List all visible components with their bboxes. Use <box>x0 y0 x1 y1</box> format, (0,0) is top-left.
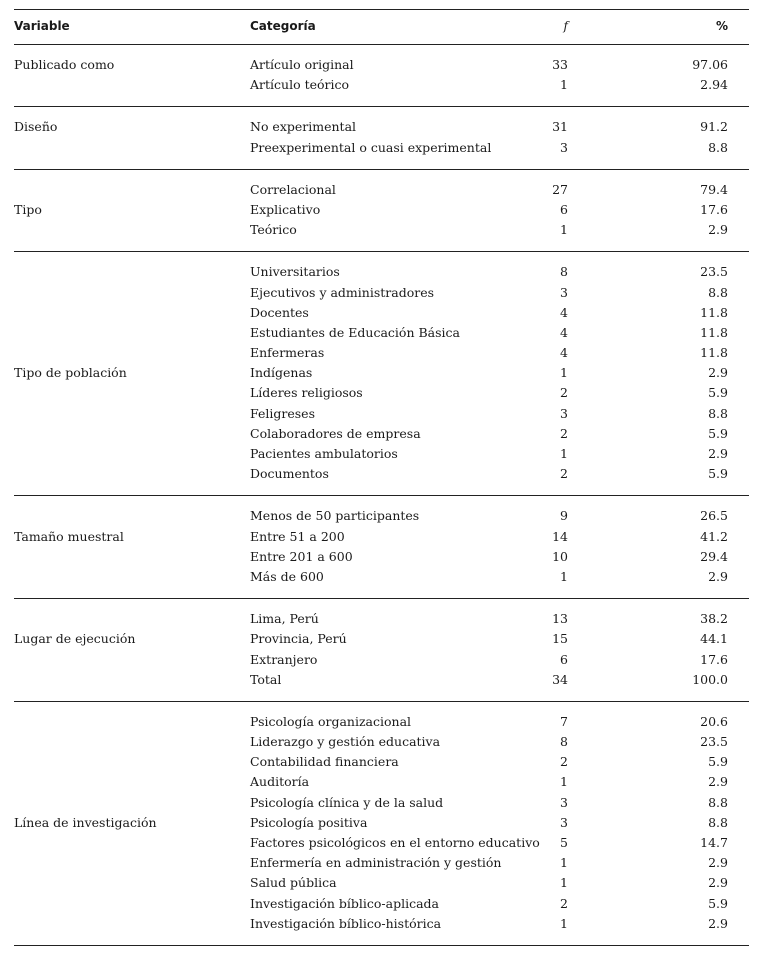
table-row <box>14 712 749 732</box>
category-cell: Artículo teórico <box>250 77 350 93</box>
frequency-cell: 1 <box>560 77 568 93</box>
table-row <box>14 55 749 75</box>
table-row <box>14 383 749 403</box>
category-cell: Auditoría <box>250 774 310 790</box>
category-cell: Salud pública <box>250 875 337 891</box>
percent-cell: 8.8 <box>708 794 728 810</box>
category-cell: Colaboradores de empresa <box>250 425 421 441</box>
header-category: Categoría <box>250 19 316 33</box>
percent-cell: 29.4 <box>700 548 728 564</box>
group-rows <box>14 117 749 157</box>
percent-cell: 26.5 <box>700 508 728 524</box>
percent-cell: 8.8 <box>708 814 728 830</box>
table-row <box>14 506 749 526</box>
table-group <box>14 702 749 946</box>
percent-cell: 79.4 <box>700 181 728 197</box>
percent-cell: 5.9 <box>708 754 728 770</box>
variable-label: Lugar de ejecución <box>14 631 136 647</box>
table-row <box>14 424 749 444</box>
frequency-cell: 3 <box>560 139 568 155</box>
table-row <box>14 670 749 690</box>
table-row <box>14 914 749 934</box>
category-cell: Estudiantes de Educación Básica <box>250 324 460 340</box>
percent-cell: 91.2 <box>700 119 728 135</box>
frequency-cell: 10 <box>552 548 568 564</box>
percent-cell: 2.9 <box>708 446 728 461</box>
header-percent: % <box>715 19 728 33</box>
category-cell: Docentes <box>250 304 309 320</box>
table-row <box>14 752 749 772</box>
frequency-cell: 1 <box>560 446 568 461</box>
percent-cell: 2.9 <box>708 774 728 790</box>
table-row <box>14 343 749 363</box>
table-row <box>14 220 749 240</box>
percent-cell: 2.94 <box>700 77 728 93</box>
variable-label: Diseño <box>14 119 58 135</box>
variable-label: Línea de investigación <box>14 814 157 830</box>
category-cell: Provincia, Perú <box>250 631 347 647</box>
percent-cell: 8.8 <box>708 284 728 300</box>
table-row <box>14 567 749 587</box>
group-rows <box>14 262 749 484</box>
table-group <box>14 599 749 702</box>
variable-label: Publicado como <box>14 57 115 72</box>
percent-cell: 2.9 <box>708 915 728 931</box>
table-row <box>14 200 749 220</box>
table-row <box>14 853 749 873</box>
percent-cell: 38.2 <box>700 611 728 627</box>
category-cell: Indígenas <box>250 365 313 381</box>
table-group <box>14 496 749 599</box>
table-row <box>14 283 749 303</box>
frequency-cell: 2 <box>560 466 568 482</box>
frequency-cell: 9 <box>560 508 568 524</box>
percent-cell: 14.7 <box>700 835 728 850</box>
category-cell: Enfermería en administración y gestión <box>250 855 502 871</box>
group-rows <box>14 180 749 241</box>
frequency-cell: 15 <box>552 631 568 647</box>
frequency-cell: 33 <box>552 57 568 72</box>
frequency-cell: 4 <box>560 324 568 340</box>
percent-cell: 20.6 <box>700 713 728 729</box>
table-row <box>14 138 749 158</box>
header-frequency: f <box>563 19 568 33</box>
variable-label: Tipo de población <box>14 365 127 381</box>
percent-cell: 2.9 <box>708 365 728 381</box>
percent-cell: 23.5 <box>700 264 728 280</box>
table-row <box>14 117 749 137</box>
frequency-cell: 3 <box>560 794 568 810</box>
percent-cell: 23.5 <box>700 734 728 750</box>
table-row <box>14 650 749 670</box>
table-header <box>14 9 749 45</box>
category-cell: Explicativo <box>250 201 321 217</box>
category-cell: Líderes religiosos <box>250 385 363 401</box>
percent-cell: 2.9 <box>708 875 728 891</box>
frequency-cell: 1 <box>560 568 568 584</box>
variable-label: Tipo <box>14 201 42 217</box>
category-cell: Investigación bíblico-histórica <box>250 915 442 931</box>
percent-cell: 17.6 <box>700 651 728 667</box>
table-row <box>14 75 749 95</box>
category-cell: Feligreses <box>250 405 315 421</box>
frequency-cell: 27 <box>552 181 568 197</box>
frequency-cell: 6 <box>560 651 568 667</box>
frequency-cell: 3 <box>560 814 568 830</box>
frequency-cell: 1 <box>560 774 568 790</box>
frequency-cell: 2 <box>560 385 568 401</box>
percent-cell: 5.9 <box>708 466 728 482</box>
category-cell: Total <box>250 671 282 687</box>
table-row <box>14 793 749 813</box>
table-row <box>14 464 749 484</box>
frequency-cell: 34 <box>552 671 568 687</box>
table-row <box>14 609 749 629</box>
frequency-cell: 5 <box>560 835 568 850</box>
table-row <box>14 547 749 567</box>
category-cell: Enfermeras <box>250 345 325 361</box>
table-row <box>14 527 749 547</box>
frequency-cell: 7 <box>560 713 568 729</box>
category-cell: Lima, Perú <box>250 611 319 627</box>
percent-cell: 11.8 <box>700 304 728 320</box>
table-row <box>14 404 749 424</box>
table-row <box>14 894 749 914</box>
category-cell: Psicología positiva <box>250 814 368 830</box>
percent-cell: 17.6 <box>700 201 728 217</box>
category-cell: Entre 51 a 200 <box>250 528 345 544</box>
category-cell: Investigación bíblico-aplicada <box>250 895 439 911</box>
table-row <box>14 262 749 282</box>
table-row <box>14 772 749 792</box>
percent-cell: 2.9 <box>708 222 728 238</box>
percent-cell: 5.9 <box>708 385 728 401</box>
frequency-cell: 1 <box>560 222 568 238</box>
frequency-cell: 8 <box>560 264 568 280</box>
table-group <box>14 107 749 169</box>
percent-cell: 11.8 <box>700 324 728 340</box>
category-cell: Liderazgo y gestión educativa <box>250 734 441 750</box>
category-cell: Más de 600 <box>250 568 324 584</box>
table-row <box>14 323 749 343</box>
category-cell: Correlacional <box>250 181 336 197</box>
frequency-cell: 13 <box>552 611 568 627</box>
percent-cell: 5.9 <box>708 895 728 911</box>
category-cell: Pacientes ambulatorios <box>250 446 398 461</box>
category-cell: Artículo original <box>250 57 354 72</box>
table-row <box>14 303 749 323</box>
frequency-cell: 4 <box>560 345 568 361</box>
category-cell: Documentos <box>250 466 329 482</box>
table-row <box>14 444 749 464</box>
percent-cell: 11.8 <box>700 345 728 361</box>
category-cell: No experimental <box>250 119 357 135</box>
category-cell: Psicología organizacional <box>250 713 412 729</box>
variable-label: Tamaño muestral <box>14 528 124 544</box>
frequency-cell: 6 <box>560 201 568 217</box>
table-body <box>14 45 749 946</box>
category-cell: Universitarios <box>250 264 340 280</box>
frequency-cell: 1 <box>560 855 568 871</box>
group-rows <box>14 609 749 690</box>
percent-cell: 100.0 <box>692 671 728 687</box>
percent-cell: 5.9 <box>708 425 728 441</box>
frequency-cell: 3 <box>560 405 568 421</box>
category-cell: Menos de 50 participantes <box>250 508 420 524</box>
category-cell: Ejecutivos y administradores <box>250 284 435 300</box>
category-cell: Preexperimental o cuasi experimental <box>250 139 492 155</box>
percent-cell: 44.1 <box>700 631 728 647</box>
frequency-cell: 8 <box>560 734 568 750</box>
table-group <box>14 170 749 253</box>
frequency-cell: 14 <box>552 528 568 544</box>
percent-cell: 8.8 <box>708 405 728 421</box>
percent-cell: 2.9 <box>708 568 728 584</box>
category-cell: Psicología clínica y de la salud <box>250 794 444 810</box>
category-cell: Extranjero <box>250 651 318 667</box>
frequency-cell: 2 <box>560 754 568 770</box>
table-row <box>14 873 749 893</box>
frequency-cell: 2 <box>560 425 568 441</box>
percent-cell: 41.2 <box>700 528 728 544</box>
frequency-cell: 1 <box>560 915 568 931</box>
category-cell: Teórico <box>250 222 297 238</box>
table-row <box>14 833 749 853</box>
percent-cell: 2.9 <box>708 855 728 871</box>
frequency-cell: 31 <box>552 119 568 135</box>
frequency-table <box>14 9 749 946</box>
group-rows <box>14 55 749 95</box>
table-row <box>14 180 749 200</box>
frequency-cell: 3 <box>560 284 568 300</box>
header-variable: Variable <box>14 19 70 33</box>
frequency-cell: 1 <box>560 365 568 381</box>
frequency-cell: 4 <box>560 304 568 320</box>
table-group <box>14 252 749 496</box>
table-row <box>14 732 749 752</box>
category-cell: Entre 201 a 600 <box>250 548 353 564</box>
table-group <box>14 45 749 107</box>
percent-cell: 8.8 <box>708 139 728 155</box>
group-rows <box>14 506 749 587</box>
category-cell: Factores psicológicos en el entorno educativo <box>250 835 540 850</box>
percent-cell: 97.06 <box>692 57 728 72</box>
group-rows <box>14 712 749 934</box>
frequency-cell: 2 <box>560 895 568 911</box>
category-cell: Contabilidad financiera <box>250 754 399 770</box>
frequency-cell: 1 <box>560 875 568 891</box>
